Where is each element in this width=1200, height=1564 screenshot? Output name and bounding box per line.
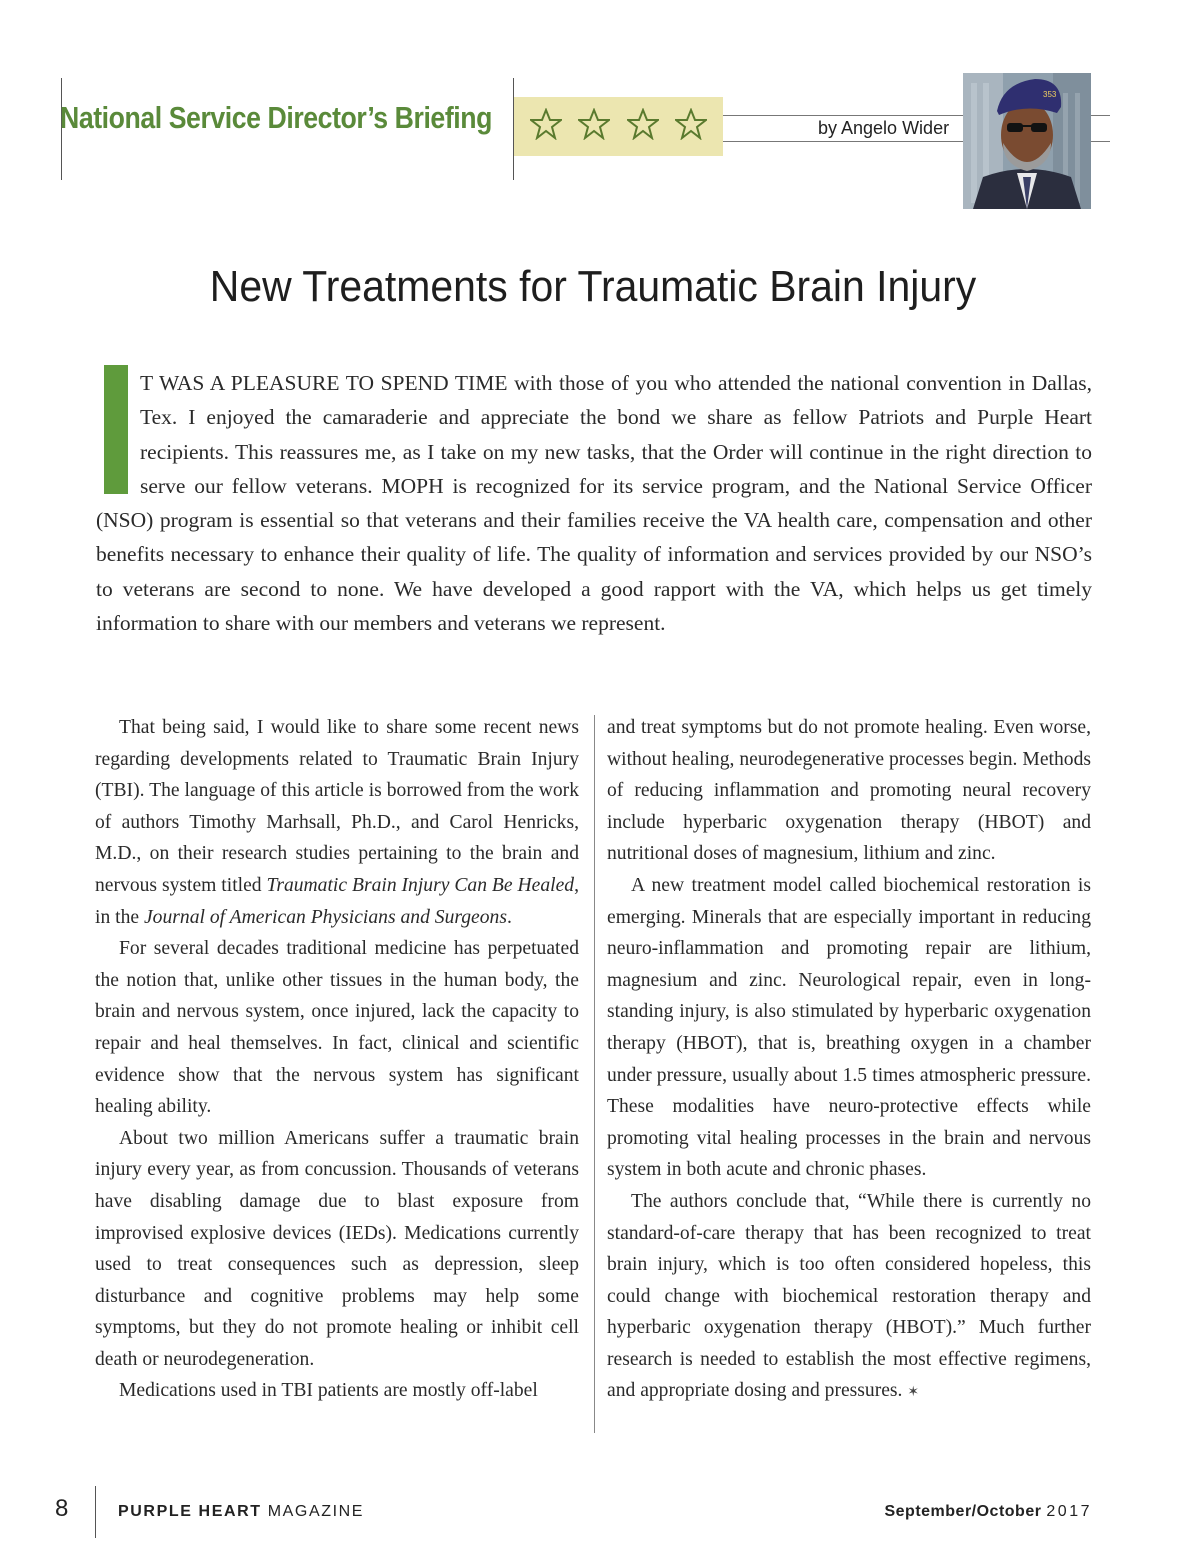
paragraph: Medications used in TBI patients are mostly off-label bbox=[119, 1380, 538, 1402]
intro-paragraph bbox=[96, 366, 1092, 640]
footer-rule bbox=[95, 1486, 96, 1538]
text-run: The authors conclude that, “While there is currently no standard-of-care therapy that has been recognized to treat brain injury, which is too often considered hopeless, this could change with biochemical restoration therapy and hyperbaric oxygenation therapy (HBOT).” Much further research is needed to establish the most effective regimens, and appropriate dosing and pressures. bbox=[607, 1190, 1091, 1402]
paragraph bbox=[607, 1186, 1091, 1409]
cap-number: 353 bbox=[1043, 90, 1057, 99]
paragraph: About two million Americans suffer a traumatic brain injury every year, as from concussion. Thousands of veterans have disabling damage due to blast exposure from improvised explosive devices (IEDs). Medications currently used to treat consequences such as depression, sleep disturbance and cognitive problems may help some symptoms, but they do not promote healing or inhibit cell death or neurodegeneration. bbox=[95, 1127, 579, 1370]
text-run: That being said, I would like to share some recent news regarding developments related to Traumatic Brain Injury (TBI). The language of this article is borrowed from the work of authors Timothy Marhsall, Ph.D., and Carol Henricks, M.D., on their research studies pertaining to the brain and nervous system titled bbox=[95, 717, 579, 896]
dropcap-spacer bbox=[96, 366, 140, 500]
right-column bbox=[607, 712, 1091, 1409]
issue-months: September/October bbox=[884, 1503, 1042, 1520]
magazine-name-bold: PURPLE HEART bbox=[118, 1503, 262, 1520]
byline-rule-bottom bbox=[723, 141, 963, 142]
article-headline: New Treatments for Traumatic Brain Injury bbox=[209, 262, 977, 311]
text-run: . bbox=[506, 906, 512, 928]
byline-rule-top-right bbox=[1090, 115, 1110, 116]
column-divider bbox=[594, 715, 595, 1433]
star-icon bbox=[675, 108, 707, 145]
magazine-name bbox=[118, 1503, 364, 1521]
star-icon bbox=[578, 108, 610, 145]
journal-title: Journal of American Physicians and Surgeons bbox=[143, 906, 507, 928]
book-title: Traumatic Brain Injury Can Be Healed bbox=[266, 874, 575, 896]
byline-rule-bottom-right bbox=[1090, 141, 1110, 142]
left-column bbox=[95, 712, 579, 1407]
star-icon bbox=[627, 108, 659, 145]
paragraph bbox=[95, 712, 579, 933]
byline: by Angelo Wider bbox=[818, 118, 950, 138]
paragraph: For several decades traditional medicine has perpetuated the notion that, unlike other tissues in the human body, the brain and nervous system, once injured, lack the capacity to repair and heal themselves. In fact, clinical and scientific evidence show that the nervous system has significant healing ability. bbox=[95, 938, 579, 1118]
paragraph: and treat symptoms but do not promote healing. Even worse, without healing, neurodegenerative processes begin. Methods of reducing inflammation and promoting neural recovery include hyperbaric oxygenation therapy (HBOT) and nutritional doses of magnesium, lithium and zinc. bbox=[607, 717, 1091, 865]
magazine-name-rest: MAGAZINE bbox=[261, 1503, 365, 1520]
intro-body: with those of you who attended the national convention in Dallas, Tex. I enjoyed the camaraderie and appreciate the bond we share as fellow Patriots and Purple Heart recipients. This reassures me, as I take on my new tasks, that the Order will continue in the right direction to serve our fellow veterans. MOPH is recognized for its service program, and the National Service Officer (NSO) program is essential so that veterans and their families receive the VA health care, compensation and other benefits necessary to enhance their quality of life. The quality of information and services provided by our NSO’s to veterans are second to none. We have developed a good rapport with the VA, which helps us get timely information to share with our members and veterans we represent. bbox=[96, 371, 1093, 636]
section-title: National Service Director’s Briefing bbox=[60, 100, 492, 135]
author-photo bbox=[963, 73, 1091, 209]
end-mark-icon: ✶ bbox=[907, 1385, 920, 1401]
issue-year: 2017 bbox=[1046, 1503, 1092, 1520]
issue-date bbox=[884, 1503, 1092, 1521]
byline-rule-top bbox=[723, 115, 963, 116]
page-number: 8 bbox=[55, 1495, 69, 1522]
intro-lead: T WAS A PLEASURE TO SPEND TIME bbox=[140, 371, 508, 395]
star-icon bbox=[530, 108, 562, 145]
paragraph: A new treatment model called biochemical restoration is emerging. Minerals that are especially important in reducing neuro-inflammation and promoting repair are lithium, magnesium and zinc. Neurological repair, even in long-standing injury, is also stimulated by hyperbaric oxygenation therapy (HBOT), that is, breathing oxygen in a chamber under pressure, usually about 1.5 times atmospheric pressure. These modalities have neuro-protective effects while promoting vital healing processes in the brain and nervous system in both acute and chronic phases. bbox=[607, 874, 1091, 1181]
star-band bbox=[514, 97, 723, 156]
text-run: , in the bbox=[95, 874, 579, 928]
